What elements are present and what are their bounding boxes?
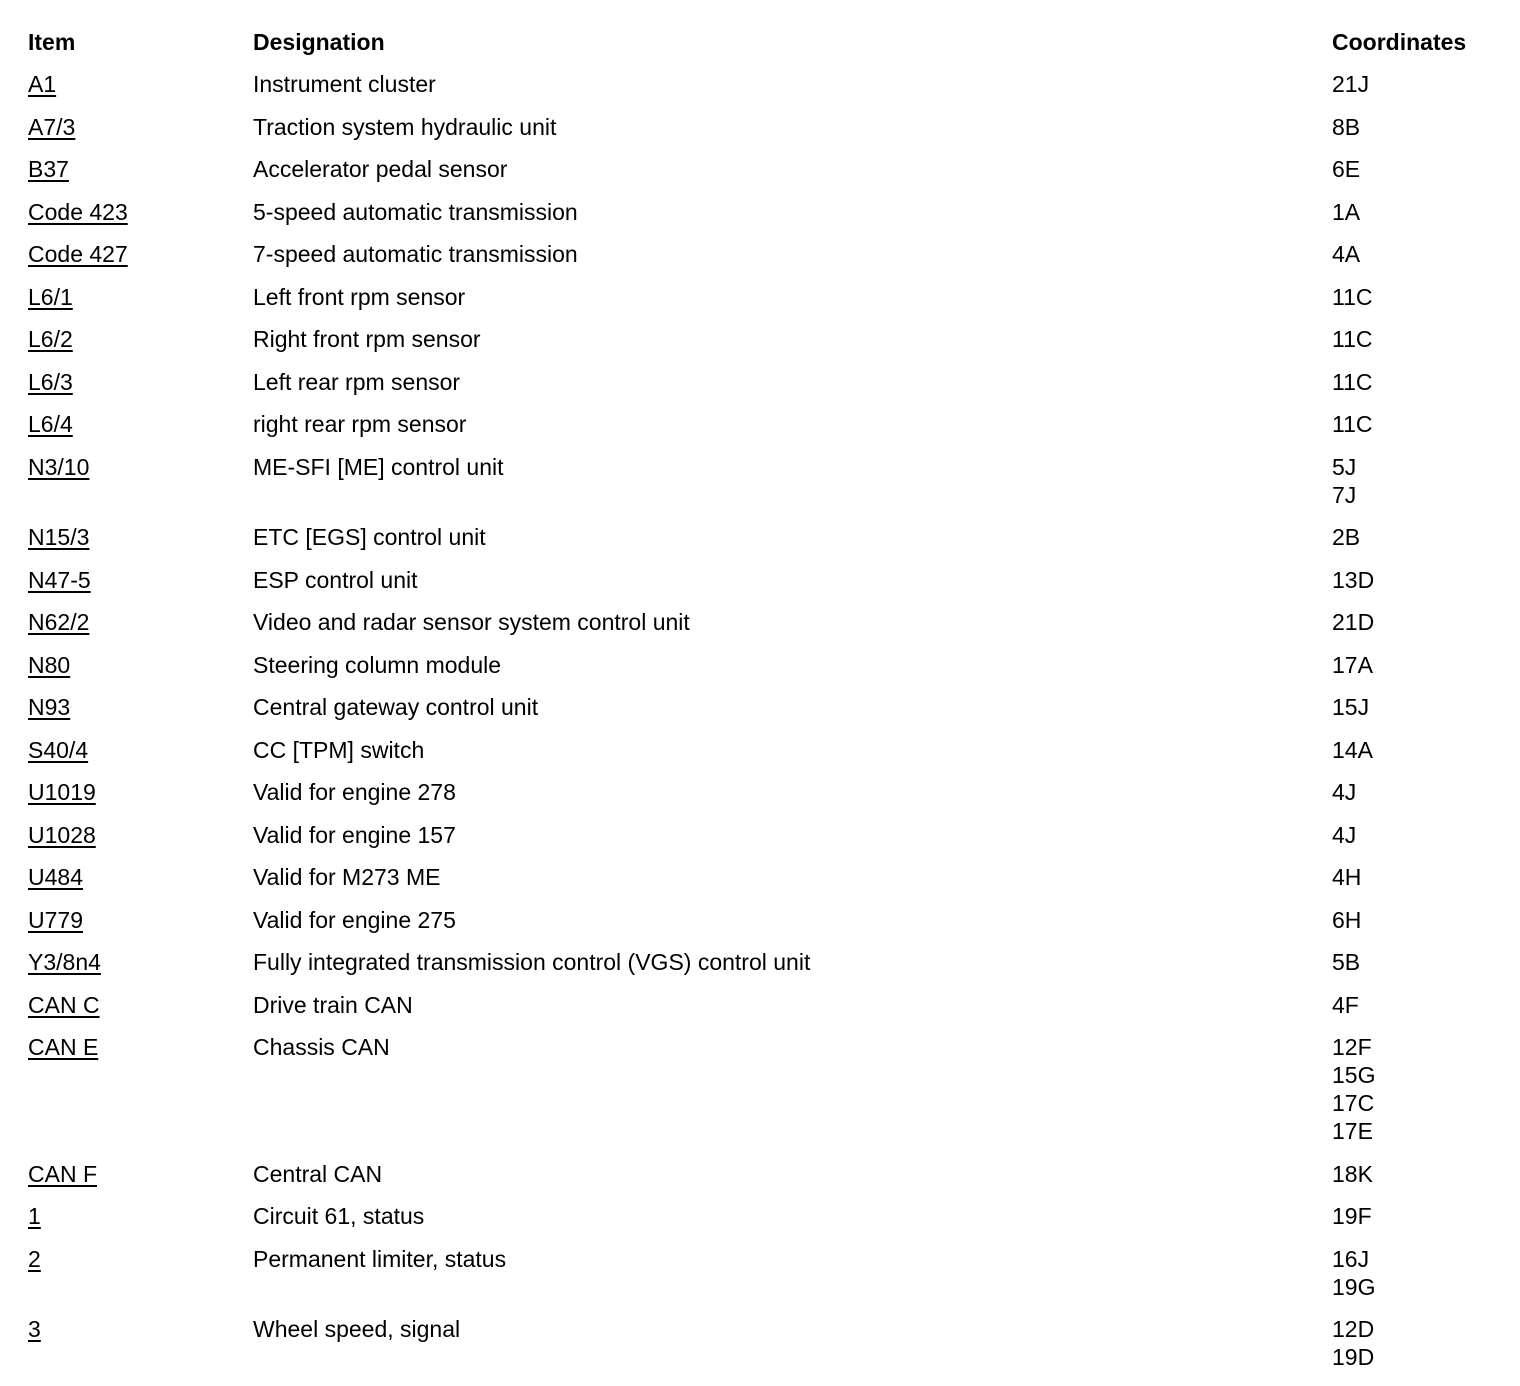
coordinates-cell	[1332, 651, 1498, 694]
item-cell	[28, 198, 253, 241]
coordinate-value: 17E	[1332, 1118, 1373, 1144]
coordinates-cell	[1332, 1202, 1498, 1245]
item-link[interactable]: A7/3	[28, 113, 76, 140]
coordinates-cell	[1332, 410, 1498, 453]
table-body	[28, 70, 1498, 1386]
item-cell	[28, 240, 253, 283]
coordinate-value: 17A	[1332, 651, 1373, 678]
designation-cell: Instrument cluster	[253, 71, 436, 97]
designation-cell: ETC [EGS] control unit	[253, 524, 486, 550]
designation-cell: Left rear rpm sensor	[253, 368, 461, 395]
coordinates-cell	[1332, 155, 1498, 198]
item-link[interactable]: N80	[28, 651, 71, 678]
coordinates-cell	[1332, 991, 1498, 1034]
header-row	[28, 28, 1498, 70]
item-link[interactable]: 2	[28, 1245, 41, 1272]
coordinate-value: 5J	[1332, 453, 1357, 480]
item-cell	[28, 1245, 253, 1316]
coordinate-value: 4F	[1332, 991, 1359, 1018]
item-cell	[28, 736, 253, 779]
coordinate-value: 19F	[1332, 1203, 1372, 1229]
designation-cell: Valid for engine 278	[253, 779, 456, 805]
table-row	[28, 70, 1498, 113]
header-coordinates: Coordinates	[1332, 29, 1467, 55]
designation-cell: Right front rpm sensor	[253, 326, 481, 352]
item-link[interactable]: Code 423	[28, 198, 128, 225]
coordinate-value: 12D	[1332, 1316, 1375, 1342]
coordinate-value: 4J	[1332, 821, 1357, 848]
designation-cell: ME-SFI [ME] control unit	[253, 453, 504, 480]
item-cell	[28, 991, 253, 1034]
coordinates-cell	[1332, 821, 1498, 864]
coordinates-cell	[1332, 113, 1498, 156]
designation-cell: Central CAN	[253, 1160, 383, 1187]
coordinates-cell	[1332, 566, 1498, 609]
designation-cell: Wheel speed, signal	[253, 1316, 461, 1342]
designation-cell: Traction system hydraulic unit	[253, 113, 557, 140]
coordinate-value: 16J	[1332, 1245, 1370, 1272]
item-cell	[28, 778, 253, 821]
coordinates-cell	[1332, 1033, 1498, 1160]
item-link[interactable]: N15/3	[28, 524, 90, 550]
item-link[interactable]: CAN E	[28, 1034, 99, 1060]
coordinate-value: 7J	[1332, 481, 1357, 508]
table-row	[28, 325, 1498, 368]
coordinate-value: 17C	[1332, 1090, 1375, 1116]
table-row	[28, 240, 1498, 283]
table-row	[28, 198, 1498, 241]
item-link[interactable]: CAN C	[28, 991, 100, 1018]
coordinate-value: 19D	[1332, 1344, 1375, 1370]
coordinates-cell	[1332, 283, 1498, 326]
legend-table	[28, 28, 1498, 1386]
coordinate-value: 19G	[1332, 1273, 1376, 1300]
table-row	[28, 651, 1498, 694]
item-cell	[28, 325, 253, 368]
table-row	[28, 991, 1498, 1034]
item-link[interactable]: Y3/8n4	[28, 949, 101, 975]
item-cell	[28, 693, 253, 736]
table-row	[28, 1033, 1498, 1160]
coordinates-cell	[1332, 608, 1498, 651]
coordinates-cell	[1332, 1160, 1498, 1203]
item-cell	[28, 948, 253, 991]
coordinate-value: 11C	[1332, 411, 1373, 437]
coordinates-cell	[1332, 240, 1498, 283]
designation-cell: Chassis CAN	[253, 1034, 390, 1060]
coordinate-value: 21D	[1332, 609, 1375, 635]
designation-cell: Steering column module	[253, 651, 502, 678]
designation-cell: Circuit 61, status	[253, 1203, 425, 1229]
designation-cell: Central gateway control unit	[253, 694, 539, 720]
item-link[interactable]: N47-5	[28, 566, 91, 593]
coordinate-value: 18K	[1332, 1160, 1373, 1187]
table-row	[28, 1160, 1498, 1203]
designation-cell: 5-speed automatic transmission	[253, 198, 578, 225]
item-cell	[28, 821, 253, 864]
table-row	[28, 863, 1498, 906]
coordinates-cell	[1332, 1245, 1498, 1316]
coordinate-value: 5B	[1332, 949, 1361, 975]
coordinates-cell	[1332, 693, 1498, 736]
designation-cell: Fully integrated transmission control (VGS) control unit	[253, 949, 811, 975]
table-row	[28, 736, 1498, 779]
item-cell	[28, 608, 253, 651]
coordinate-value: 11C	[1332, 283, 1373, 310]
coordinates-cell	[1332, 1315, 1498, 1386]
table-row	[28, 1315, 1498, 1386]
item-link[interactable]: A1	[28, 71, 57, 97]
item-link[interactable]: B37	[28, 156, 69, 182]
item-cell	[28, 651, 253, 694]
item-link[interactable]: N3/10	[28, 453, 90, 480]
item-link[interactable]: Code 427	[28, 241, 128, 267]
designation-cell: 7-speed automatic transmission	[253, 241, 578, 267]
coordinate-value: 13D	[1332, 566, 1375, 593]
item-cell	[28, 1160, 253, 1203]
coordinate-value: 1A	[1332, 198, 1361, 225]
item-cell	[28, 1202, 253, 1245]
designation-cell: Valid for engine 275	[253, 906, 456, 933]
item-link[interactable]: L6/2	[28, 326, 73, 352]
item-link[interactable]: U484	[28, 864, 83, 890]
table-row	[28, 821, 1498, 864]
coordinates-cell	[1332, 453, 1498, 524]
item-link[interactable]: L6/3	[28, 368, 73, 395]
item-link[interactable]: L6/1	[28, 283, 73, 310]
item-cell	[28, 863, 253, 906]
table-row	[28, 453, 1498, 524]
coordinate-value: 21J	[1332, 71, 1370, 97]
coordinate-value: 4H	[1332, 864, 1362, 890]
table-header	[28, 28, 1498, 70]
item-cell	[28, 410, 253, 453]
item-link[interactable]: L6/4	[28, 411, 73, 437]
item-cell	[28, 566, 253, 609]
table-row	[28, 1245, 1498, 1316]
item-cell	[28, 1315, 253, 1386]
item-link[interactable]: N93	[28, 694, 71, 720]
designation-cell: right rear rpm sensor	[253, 411, 467, 437]
table-row	[28, 523, 1498, 566]
coordinate-value: 8B	[1332, 113, 1361, 140]
designation-cell: Permanent limiter, status	[253, 1245, 507, 1272]
table-row	[28, 113, 1498, 156]
item-cell	[28, 70, 253, 113]
item-link[interactable]: S40/4	[28, 736, 89, 763]
item-link[interactable]: U1019	[28, 779, 96, 805]
coordinate-value: 11C	[1332, 368, 1373, 395]
designation-cell: Valid for engine 157	[253, 821, 456, 848]
item-link[interactable]: CAN F	[28, 1160, 97, 1187]
item-link[interactable]: N62/2	[28, 609, 90, 635]
coordinate-value: 4J	[1332, 779, 1357, 805]
coordinates-cell	[1332, 736, 1498, 779]
coordinate-value: 12F	[1332, 1034, 1372, 1060]
designation-cell: Video and radar sensor system control unit	[253, 609, 690, 635]
item-cell	[28, 368, 253, 411]
header-designation: Designation	[253, 29, 385, 55]
designation-cell: Valid for M273 ME	[253, 864, 441, 890]
table-row	[28, 1202, 1498, 1245]
designation-cell: CC [TPM] switch	[253, 736, 425, 763]
item-cell	[28, 1033, 253, 1160]
coordinates-cell	[1332, 70, 1498, 113]
table-row	[28, 948, 1498, 991]
table-row	[28, 410, 1498, 453]
item-link[interactable]: 3	[28, 1316, 41, 1342]
coordinates-cell	[1332, 778, 1498, 821]
item-link[interactable]: U779	[28, 906, 83, 933]
table-row	[28, 778, 1498, 821]
item-link[interactable]: 1	[28, 1203, 41, 1229]
item-cell	[28, 906, 253, 949]
item-cell	[28, 523, 253, 566]
designation-cell: Left front rpm sensor	[253, 283, 466, 310]
item-cell	[28, 283, 253, 326]
coordinate-value: 14A	[1332, 736, 1373, 763]
item-cell	[28, 155, 253, 198]
table-row	[28, 608, 1498, 651]
coordinates-cell	[1332, 198, 1498, 241]
coordinate-value: 15G	[1332, 1062, 1376, 1088]
item-link[interactable]: U1028	[28, 821, 96, 848]
table-row	[28, 693, 1498, 736]
coordinate-value: 2B	[1332, 524, 1361, 550]
designation-cell: ESP control unit	[253, 566, 418, 593]
header-item: Item	[28, 29, 76, 55]
coordinates-cell	[1332, 368, 1498, 411]
table-row	[28, 906, 1498, 949]
coordinates-cell	[1332, 863, 1498, 906]
item-cell	[28, 113, 253, 156]
coordinate-value: 4A	[1332, 241, 1361, 267]
coordinate-value: 15J	[1332, 694, 1370, 720]
table-row	[28, 566, 1498, 609]
coordinate-value: 6H	[1332, 906, 1362, 933]
table-row	[28, 155, 1498, 198]
table-row	[28, 283, 1498, 326]
designation-cell: Drive train CAN	[253, 991, 413, 1018]
coordinates-cell	[1332, 325, 1498, 368]
coordinates-cell	[1332, 906, 1498, 949]
coordinates-cell	[1332, 523, 1498, 566]
coordinates-cell	[1332, 948, 1498, 991]
item-cell	[28, 453, 253, 524]
coordinate-value: 6E	[1332, 156, 1361, 182]
table-row	[28, 368, 1498, 411]
designation-cell: Accelerator pedal sensor	[253, 156, 508, 182]
coordinate-value: 11C	[1332, 326, 1373, 352]
